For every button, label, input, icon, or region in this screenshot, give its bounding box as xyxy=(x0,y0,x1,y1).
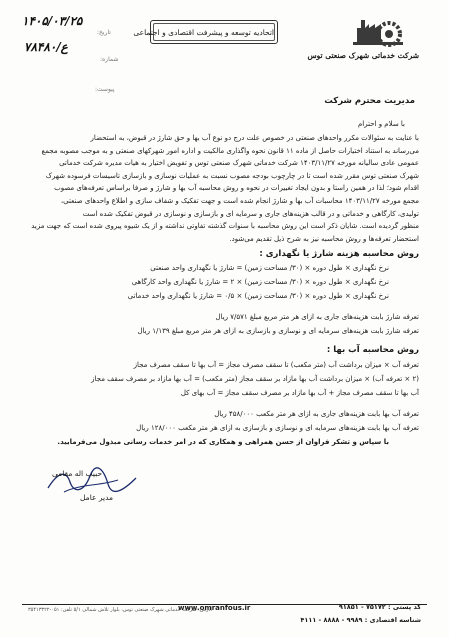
factory-gear-icon xyxy=(351,12,405,50)
charge-formula-service: نرخ نگهداری × طول دوره × (۳۰/ مساحت زمین) × ۰/۵ = شارژ یا نگهداری واحد خدماتی xyxy=(127,292,389,300)
water-formula-total: آب بها تا سقف مصرف مجاز + آب بها مازاد بر مصرف سقف مجاز = آب بهای کل xyxy=(180,389,419,397)
greeting: با سلام و احترام xyxy=(357,120,405,128)
intro-line: منظور گردیده است. شایان ذکر است این روش محاسبه با سنوات گذشته تفاوتی نداشته و از یک شیوه پیروی شده است که جهت مزید xyxy=(31,222,419,231)
water-formula-allowed: تعرفه آب × میزان برداشت آب (متر مکعب) تا سقف مصرف مجاز = آب بها تا سقف مصرف مجاز xyxy=(133,361,419,369)
water-tariff-capital: تعرفه آب بها بابت هزینه‌های سرمایه ای و نوسازی و بازسازی به ازای هر متر مکعب ۱۲۸/۰۰۰ ریال xyxy=(136,424,419,432)
intro-line: مجمع مورخه ۱۴۰۳/۱۱/۲۷ محاسبات آب بها و شارژ انجام شده است و جهت تفکیک و شفاف سازی و اطلاع واحدهای صنعتی، xyxy=(60,196,419,205)
date-label: تاریخ: xyxy=(97,29,111,36)
intro-line: تولیدی، کارگاهی و خدماتی و در قالب هزینه‌های جاری و سرمایه ای و بازسازی و نوسازی در قبوض تفکیک شده است xyxy=(82,209,419,218)
intro-line: با عنایت به سئوالات مکرر واحدهای صنعتی در خصوص علت درج دو نوع آب بها و حق شارژ در قبوض، به استحضار xyxy=(90,134,419,142)
intro-line: شهرک صنعتی توس مقرر شده است تا در چارچوب بودجه مصوب نسبت به عملیات نوسازی و بازسازی تاسیسات فرسوده شهرک xyxy=(45,171,419,180)
company-name: شرکت خدماتی شهرک صنعتی توس xyxy=(307,51,419,60)
addressee: مدیریت محترم شرکت xyxy=(324,96,415,106)
date-value: ۱۴۰۵/۰۳/۲۵ xyxy=(22,14,83,28)
water-section-title: روش محاسبه آب بها : xyxy=(326,345,419,355)
intro-line: عمومی عادی سالیانه مورخه ۱۴۰۳/۱۱/۲۷ شرکت خدماتی شهرک صنعتی توس و تفویض اختیار به هیات مدیره شرکت خدماتی xyxy=(59,159,419,168)
footer-address: آدرس: شرکت خدماتی شهرک صنعتی توس، بلوار تلاش شمالی ۵/۱ تلفن: ۰۵۱-۳۵۴۱۳۳۲۲ xyxy=(28,607,212,613)
charge-section-title: روش محاسبه هزینه شارژ یا نگهداری : xyxy=(259,249,419,259)
charge-formula-workshop: نرخ نگهداری × طول دوره × (۳۰/ مساحت زمین) × ۲ = شارژ یا نگهداری واحد کارگاهی xyxy=(131,278,389,286)
charge-formula-industrial: نرخ نگهداری × طول دوره × (۳۰/ مساحت زمین) = شارژ یا نگهداری واحد صنعتی xyxy=(150,264,389,272)
seal-text: اتحادیه توسعه و پیشرفت اقتصادی و اجتماعی xyxy=(153,23,275,41)
charge-tariff-current: تعرفه شارژ بابت هزینه‌های جاری به ازای هر متر مربع مبلغ ۷/۵۷۱ ریال xyxy=(215,313,419,321)
number-value: ۷۸۴۸۰/ع xyxy=(24,40,68,54)
intro-line: استحضار تعرفه‌ها و روش محاسبه نیز به شرح ذیل تقدیم می‌شود. xyxy=(229,234,419,243)
header-seal xyxy=(133,20,278,44)
signatory-title: مدیر عامل xyxy=(80,493,114,502)
intro-line: اقدام شود؛ لذا در همین راستا و بدون ایجاد تغییرات در نحوه و روش محاسبه آب بها و شارژ و صرفا براساس تعرفه‌های مصوب xyxy=(54,184,419,193)
water-formula-excess: (۲ × تعرفه آب) × میزان برداشت آب بها مازاد بر سقف مجاز (متر مکعب) = آب بها مازاد بر مصرف سقف مجاز xyxy=(91,375,419,383)
number-label: شماره: xyxy=(100,56,119,63)
water-tariff-current: تعرفه آب بها بابت هزینه‌های جاری به ازای هر متر مکعب ۴۵۸/۰۰۰ ریال xyxy=(214,410,419,418)
footer-postal-code: کد پستی : ۷۵۱۷۲ - ۹۱۸۵۱ xyxy=(338,603,421,611)
company-logo xyxy=(307,12,419,70)
charge-tariff-capital: تعرفه شارژ بابت هزینه‌های سرمایه ای و نوسازی و بازسازی به ازای هر متر مربع مبلغ ۱/۱۳۹ ریال xyxy=(137,327,419,335)
intro-paragraph xyxy=(27,132,419,245)
attachment-label: پیوست: xyxy=(95,86,115,93)
footer-website: www.omranfous.ir xyxy=(178,604,251,612)
signatory-name: حبیب اله مقامی xyxy=(52,469,103,478)
closing-thanks: با سپاس و تشکر فراوان از حسن همراهی و همکاری که در امر خدمات رسانی مبذول می‌فرمایید. xyxy=(57,438,389,446)
footer-economic-code: شناسه اقتصادی : ۹۹۸۹ - ۸۸۸۸ - ۴۱۱۱ xyxy=(300,616,421,624)
intro-line: می‌رساند به استناد اختیارات حاصل از ماده ۱۱ قانون نحوه واگذاری مالکیت و اداره امور شهرکهای صنعتی و به موجب مصوبه مجمع xyxy=(41,146,419,155)
